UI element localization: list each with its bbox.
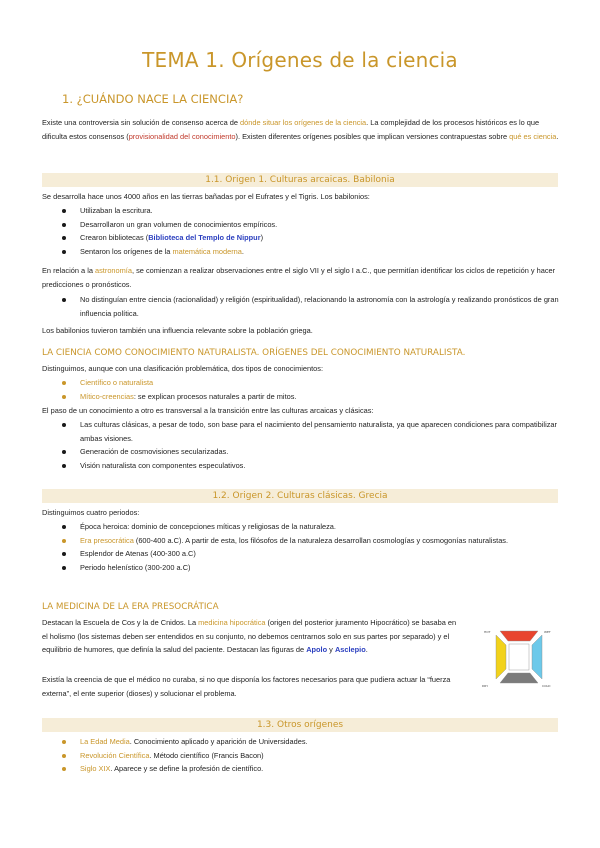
humor-bottom [500,673,538,683]
origin1-paragraph-2: En relación a la astronomía, se comienzan a realizar observaciones entre el siglo VII y el siglo I a.C., que permitían identificar los ciclos de repetición y hacer predicciones o pronósticos. [42,266,556,289]
intro-highlight-origins: dónde situar los orígenes de la ciencia [240,118,367,127]
tag-hot: HOT [484,630,491,634]
tag-cold: COLD [542,684,551,688]
subsection-bar-origin-1: 1.1. Origen 1. Culturas arcaicas. Babilonia [42,173,558,187]
humors-diagram [478,625,560,695]
list-item: No distinguían entre ciencia (racionalidad) y religión (espiritualidad), relacionando la astronomía con la astrología y realizando pronósticos de gran influencia política. [62,293,562,320]
naturalist-list [62,418,562,472]
list-item: Visión naturalista con componentes especulativos. [62,459,562,473]
naturalist-paragraph-1: Distinguimos, aunque con una clasificación problemática, dos tipos de conocimientos: [42,364,323,373]
humor-right [532,635,542,679]
list-item: Crearon bibliotecas (Biblioteca del Templo de Nippur) [62,231,562,245]
modern-math-highlight: matemática moderna [172,246,242,256]
list-item: Las culturas clásicas, a pesar de todo, son base para el nacimiento del pensamiento naturalista, ya que aparecen condiciones para compatibilizar ambas visiones. [62,418,562,445]
humor-top [500,631,538,641]
list-item: Era presocrática (600-400 a.C). A partir de esta, los filósofos de la naturaleza desarrollan cosmologías y cosmogonías naturalistas. [62,534,562,548]
intro-text-e: ). Existen diferentes orígenes posibles que implican versiones contrapuestas sobre [235,131,510,141]
intro-text-a: Existe una controversia sin solución de consenso acerca de [42,118,241,127]
intro-text-g: . [556,131,559,141]
asclepio-highlight: Asclepio [334,645,366,654]
naturalist-heading: LA CIENCIA COMO CONOCIMIENTO NATURALISTA. ORÍGENES DEL CONOCIMIENTO NATURALISTA. [42,348,466,358]
section-heading-1: 1. ¿CUÁNDO NACE LA CIENCIA? [62,92,244,106]
list-item: La Edad Media. Conocimiento aplicado y aparición de Universidades. [62,735,562,749]
intro-highlight-what-is-science: qué es ciencia [509,131,557,141]
list-item: Esplendor de Atenas (400-300 a.C) [62,547,562,561]
page-title: TEMA 1. Orígenes de la ciencia [142,48,458,72]
list-item: Desarrollaron un gran volumen de conocimientos empíricos. [62,218,562,232]
subsection-bar-origin-2: 1.2. Origen 2. Culturas clásicas. Grecia [42,489,558,503]
list-item: Siglo XIX. Aparece y se define la profesión de científico. [62,762,562,776]
list-item: Utilizaban la escritura. [62,204,562,218]
nippur-link: Biblioteca del Templo de Nippur [148,233,261,242]
origin3-list [62,735,562,776]
hippocratic-highlight: medicina hipocrática [198,618,266,627]
list-item: Científico o naturalista [62,376,562,390]
naturalist-paragraph-2: El paso de un conocimiento a otro es transversal a la transición entre las culturas arcaicas y clásicas: [42,406,374,415]
intro-paragraph [42,116,562,143]
origin2-list [62,520,562,574]
origin1-paragraph-1: Se desarrolla hace unos 4000 años en las tierras bañadas por el Eufrates y el Tigris. Los babilonios: [42,192,370,201]
intro-highlight-provisional: provisionalidad del conocimiento [128,131,236,141]
tag-dry: DRY [482,684,489,688]
list-item: Generación de cosmovisiones secularizadas. [62,445,562,459]
list-item: Revolución Científica. Método científico (Francis Bacon) [62,749,562,763]
list-item: Periodo helenístico (300-200 a.C) [62,561,562,575]
humor-center [509,644,529,670]
intro-text-c: . La complejidad de los procesos históricos es lo que dificulta estos consensos ( [42,118,540,141]
apolo-highlight: Apolo [306,645,328,654]
origin1-list-2 [62,293,562,320]
humor-left [496,635,506,679]
medicine-paragraph-1: Destacan la Escuela de Cos y la de Cnidos. La medicina hipocrática (origen del posterior juramento Hipocrático) se basaba en el holismo (los sistemas deben ser entendidos en su conjunto, no debemos centrarnos solo en sus partes por separado) y el equilibrio de humores, que definía la salud del paciente. Destacan las figuras de Apolo y Asclepio. [42,618,457,654]
medicine-paragraph-2: Existía la creencia de que el médico no curaba, si no que disponía los factores necesarios para que pudiera actuar la “fuerza externa”, el ente superior (dioses) y solucionar el problema. [42,675,451,698]
medicine-heading: LA MEDICINA DE LA ERA PRESOCRÁTICA [42,602,219,612]
subsection-bar-origin-3: 1.3. Otros orígenes [42,718,558,732]
origin1-paragraph-3: Los babilonios tuvieron también una influencia relevante sobre la población griega. [42,326,313,335]
list-item: Mítico-creencias: se explican procesos naturales a partir de mitos. [62,390,562,404]
astronomy-highlight: astronomía [95,266,132,275]
list-item: Época heroica: dominio de concepciones míticas y religiosas de la naturaleza. [62,520,562,534]
list-item: Sentaron los orígenes de la matemática moderna. [62,245,562,259]
origin1-list [62,204,562,258]
naturalist-types-list [62,376,562,403]
origin2-paragraph-1: Distinguimos cuatro periodos: [42,508,140,517]
tag-wet: WET [544,630,551,634]
